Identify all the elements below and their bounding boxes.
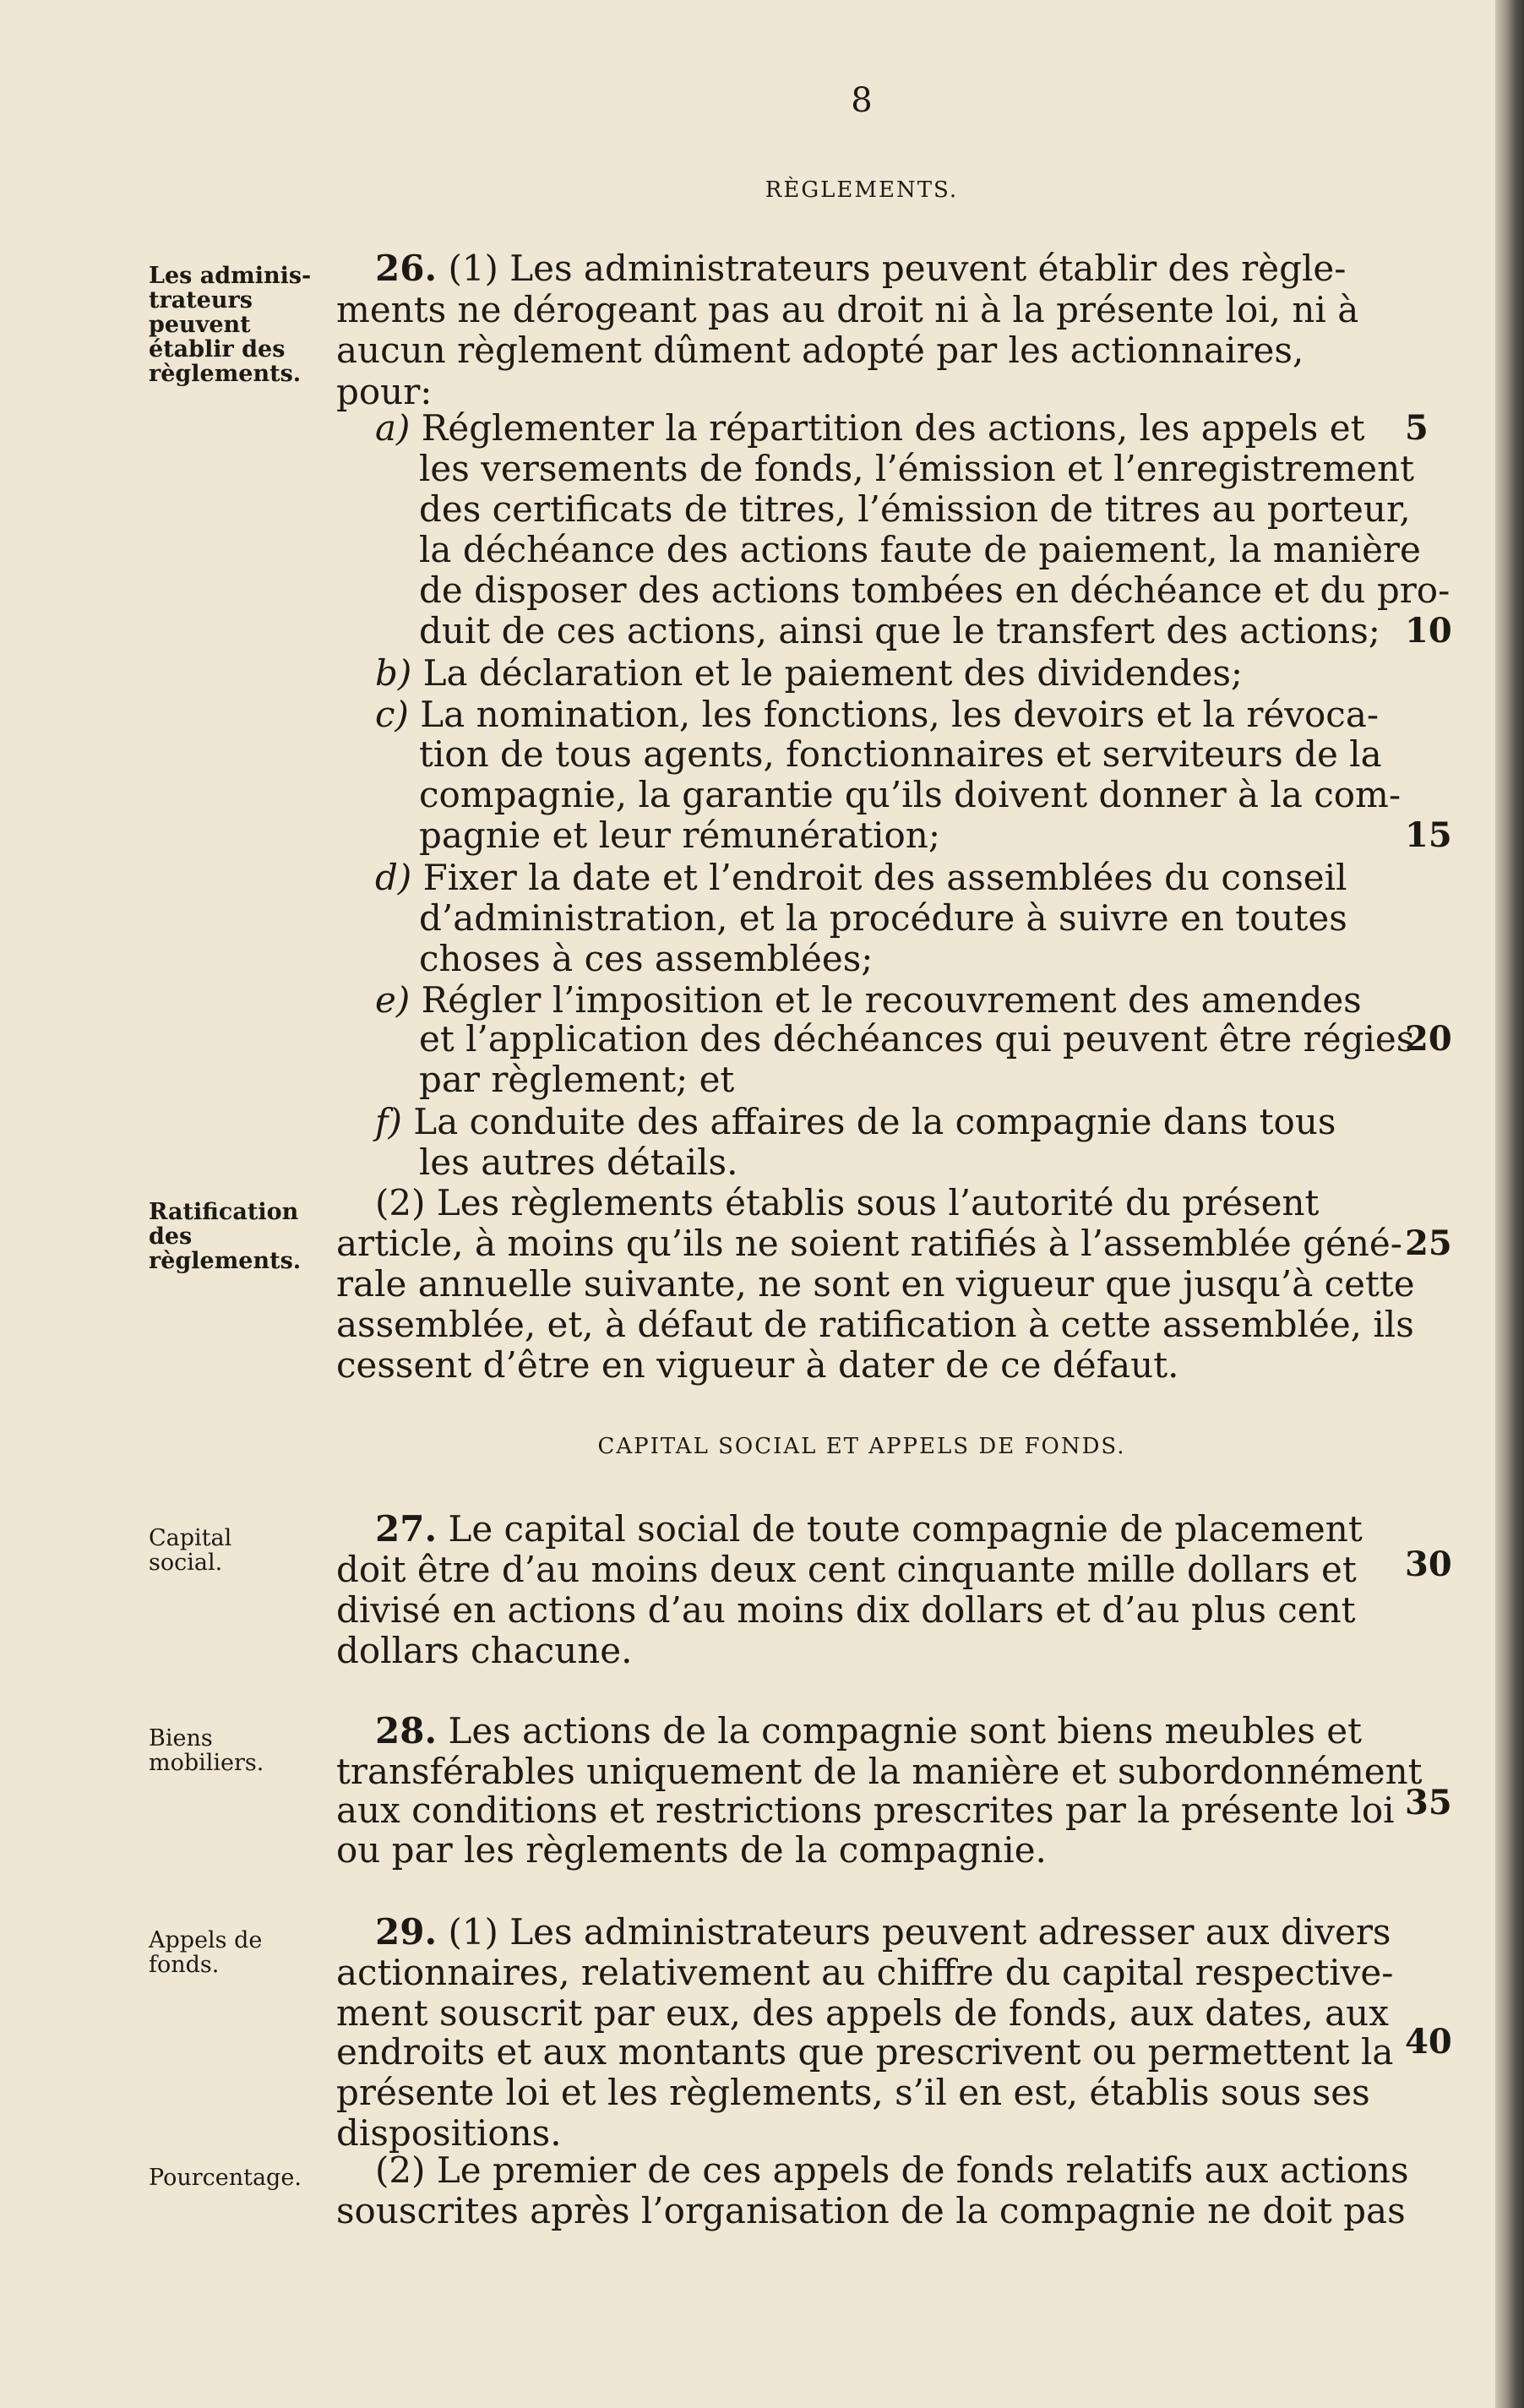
text-line: e) Régler l’imposition et le recouvrement des amendes (375, 979, 1362, 1021)
item-marker: c) (375, 694, 409, 735)
margin-note-29-2: Pourcentage. (149, 2165, 302, 2191)
text-line: choses à ces assemblées; (419, 938, 874, 979)
section-number: 29. (375, 1911, 438, 1953)
text-line: pour: (336, 371, 433, 412)
text-line: article, à moins qu’ils ne soient ratifiés à l’assemblée géné- (336, 1223, 1402, 1264)
text-line: par règlement; et (419, 1059, 735, 1100)
text-line: d’administration, et la procédure à suivre en toutes (419, 897, 1347, 939)
text-line: de disposer des actions tombées en déchéance et du pro- (419, 569, 1451, 611)
margin-note-29: Appels de fonds. (149, 1927, 263, 1978)
text-line: (2) Le premier de ces appels de fonds relatifs aux actions (375, 2149, 1409, 2191)
text-line: compagnie, la garantie qu’ils doivent donner à la com- (419, 774, 1402, 815)
line-number: 25 (1405, 1223, 1452, 1263)
text-line: a) Réglementer la répartition des actions, les appels et (375, 407, 1365, 449)
item-marker: a) (375, 407, 411, 449)
line-number: 15 (1405, 815, 1452, 855)
margin-note-28: Biens mobiliers. (149, 1725, 264, 1776)
section-number: 28. (375, 1710, 438, 1752)
text-line: endroits et aux montants que prescrivent ou permettent la (336, 2031, 1394, 2073)
section-heading-capital: CAPITAL SOCIAL ET APPELS DE FONDS. (597, 1434, 1126, 1459)
text-line: les versements de fonds, l’émission et l’enregistrement (419, 448, 1415, 489)
text-line: 27. Le capital social de toute compagnie de placement (375, 1508, 1363, 1550)
item-marker: d) (375, 857, 412, 898)
text-line: tion de tous agents, fonctionnaires et serviteurs de la (419, 733, 1382, 775)
line-number: 35 (1405, 1783, 1452, 1822)
book-binding-edge (1495, 0, 1524, 2408)
text-line: ments ne dérogeant pas au droit ni à la présente loi, ni à (336, 289, 1359, 330)
text-line: doit être d’au moins deux cent cinquante mille dollars et (336, 1549, 1357, 1590)
line-number: 5 (1405, 408, 1429, 448)
text-line: dollars chacune. (336, 1630, 633, 1671)
line-number: 20 (1405, 1019, 1452, 1059)
text-line: b) La déclaration et le paiement des dividendes; (375, 652, 1244, 694)
text-line: ment souscrit par eux, des appels de fonds, aux dates, aux (336, 1992, 1389, 2034)
text-line: dispositions. (336, 2112, 562, 2154)
line-number: 40 (1405, 2022, 1452, 2062)
text-line: duit de ces actions, ainsi que le transfert des actions; (419, 610, 1380, 651)
text-line: rale annuelle suivante, ne sont en vigueur que jusqu’à cette (336, 1263, 1415, 1305)
text-line: (2) Les règlements établis sous l’autorité du présent (375, 1182, 1320, 1223)
line-number: 10 (1405, 611, 1452, 651)
text-line: et l’application des déchéances qui peuvent être régies (419, 1018, 1415, 1060)
item-marker: b) (375, 652, 412, 694)
text-line: les autres détails. (419, 1141, 738, 1183)
text-line: ou par les règlements de la compagnie. (336, 1829, 1047, 1871)
text-line: aux conditions et restrictions prescrites par la présente loi (336, 1790, 1395, 1831)
text-line: c) La nomination, les fonctions, les devoirs et la révoca- (375, 694, 1380, 735)
text-line: 26. (1) Les administrateurs peuvent établir des règle- (375, 248, 1347, 289)
text-line: assemblée, et, à défaut de ratification à cette assemblée, ils (336, 1304, 1414, 1345)
margin-note-26-2: Ratification des règlements. (149, 1199, 302, 1274)
section-number: 27. (375, 1508, 438, 1550)
text-line: la déchéance des actions faute de paiement, la manière (419, 529, 1421, 570)
text-line: f) La conduite des affaires de la compagnie dans tous (375, 1101, 1336, 1142)
text-line: 28. Les actions de la compagnie sont biens meubles et (375, 1710, 1363, 1752)
text-line: pagnie et leur rémunération; (419, 814, 940, 856)
margin-note-26: Les adminis- trateurs peuvent établir des règlements. (149, 263, 312, 387)
text-line: aucun règlement dûment adopté par les actionnaires, (336, 330, 1304, 371)
text-line: présente loi et les règlements, s’il en est, établis sous ses (336, 2072, 1370, 2113)
text-line: des certificats de titres, l’émission de titres au porteur, (419, 488, 1411, 530)
text-line: d) Fixer la date et l’endroit des assemblées du conseil (375, 857, 1347, 898)
margin-note-27: Capital social. (149, 1525, 232, 1576)
line-number: 30 (1405, 1544, 1452, 1584)
item-marker: f) (375, 1101, 402, 1142)
section-number: 26. (375, 248, 438, 289)
text-line: transférables uniquement de la manière et subordonnément (336, 1751, 1423, 1792)
page-number: 8 (851, 81, 873, 120)
text-line: cessent d’être en vigueur à dater de ce défaut. (336, 1344, 1179, 1386)
item-marker: e) (375, 979, 411, 1021)
text-line: actionnaires, relativement au chiffre du capital respective- (336, 1952, 1394, 1993)
section-heading-reglements: RÈGLEMENTS. (765, 177, 959, 203)
text-line: divisé en actions d’au moins dix dollars et d’au plus cent (336, 1589, 1356, 1631)
text-line: 29. (1) Les administrateurs peuvent adresser aux divers (375, 1911, 1391, 1953)
text-line: souscrites après l’organisation de la compagnie ne doit pas (336, 2190, 1406, 2231)
